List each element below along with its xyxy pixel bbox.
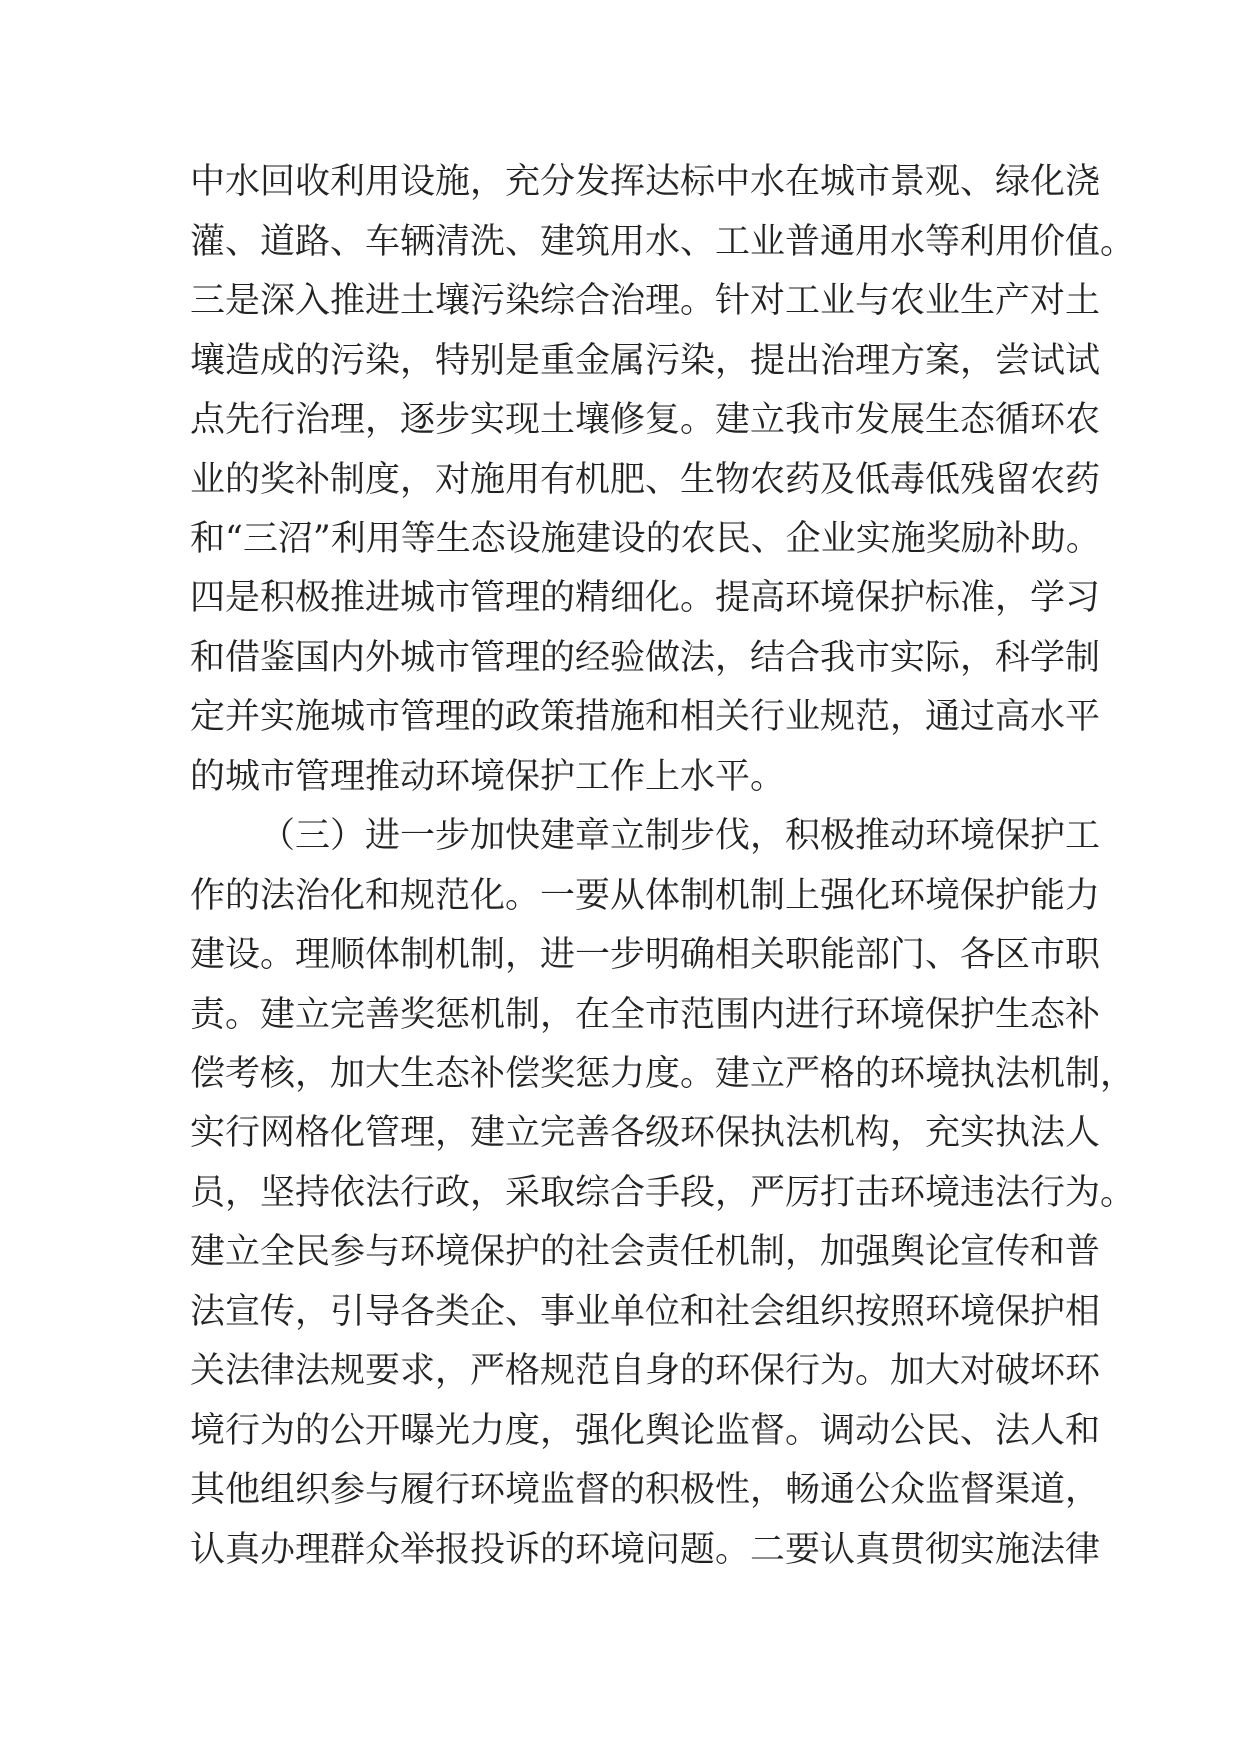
text-line: 偿考核，加大生态补偿奖惩力度。建立严格的环境执法机制， bbox=[190, 1054, 1136, 1094]
text-line: 建立全民参与环境保护的社会责任机制，加强舆论宣传和普 bbox=[190, 1232, 1101, 1272]
text-line: 和借鉴国内外城市管理的经验做法，结合我市实际，科学制 bbox=[190, 638, 1101, 678]
text-line: 法宣传，引导各类企、事业单位和社会组织按照环境保护相 bbox=[190, 1292, 1101, 1332]
text-line: 实行网格化管理，建立完善各级环保执法机构，充实执法人 bbox=[190, 1113, 1101, 1153]
text-line: 和“三沼”利用等生态设施建设的农民、企业实施奖励补助。 bbox=[190, 519, 1101, 559]
text-line: 认真办理群众举报投诉的环境问题。二要认真贯彻实施法律 bbox=[190, 1530, 1101, 1570]
text-line: 三是深入推进土壤污染综合治理。针对工业与农业生产对土 bbox=[190, 281, 1101, 321]
text-line: 壤造成的污染，特别是重金属污染，提出治理方案，尝试试 bbox=[190, 341, 1101, 381]
text-line: 责。建立完善奖惩机制，在全市范围内进行环境保护生态补 bbox=[190, 995, 1101, 1035]
text-line: 点先行治理，逐步实现土壤修复。建立我市发展生态循环农 bbox=[190, 400, 1101, 440]
text-line: 境行为的公开曝光力度，强化舆论监督。调动公民、法人和 bbox=[190, 1411, 1101, 1451]
text-line: 定并实施城市管理的政策措施和相关行业规范，通过高水平 bbox=[190, 697, 1101, 737]
text-line: 关法律法规要求，严格规范自身的环保行为。加大对破坏环 bbox=[190, 1351, 1101, 1391]
text-line: 建设。理顺体制机制，进一步明确相关职能部门、各区市职 bbox=[190, 935, 1101, 975]
text-line: 灌、道路、车辆清洗、建筑用水、工业普通用水等利用价值。 bbox=[190, 222, 1136, 262]
text-line: 中水回收利用设施，充分发挥达标中水在城市景观、绿化浇 bbox=[190, 162, 1101, 202]
text-line: 四是积极推进城市管理的精细化。提高环境保护标准，学习 bbox=[190, 578, 1101, 618]
text-line: 业的奖补制度，对施用有机肥、生物农药及低毒低残留农药 bbox=[190, 460, 1101, 500]
text-line: 员，坚持依法行政，采取综合手段，严厉打击环境违法行为。 bbox=[190, 1173, 1136, 1213]
text-line: 作的法治化和规范化。一要从体制机制上强化环境保护能力 bbox=[190, 876, 1101, 916]
text-line: 的城市管理推动环境保护工作上水平。 bbox=[190, 757, 786, 797]
text-line: 其他组织参与履行环境监督的积极性，畅通公众监督渠道， bbox=[190, 1470, 1101, 1510]
section-heading-line: （三）进一步加快建章立制步伐，积极推动环境保护工 bbox=[260, 816, 1101, 856]
